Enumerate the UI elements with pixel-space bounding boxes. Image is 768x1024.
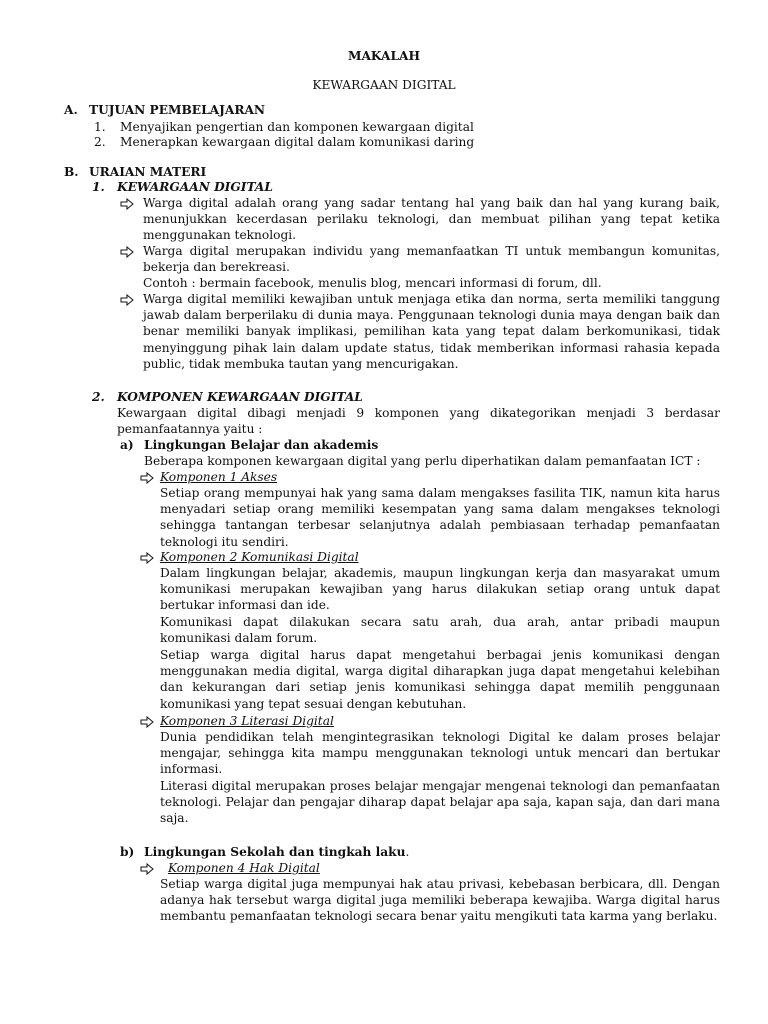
part-2-number: 2.: [92, 390, 105, 404]
group-a-title: Lingkungan Belajar dan akademis: [144, 438, 379, 452]
arrow-bullet-icon: [140, 863, 154, 875]
group-b-title: Lingkungan Sekolah dan tingkah laku: [144, 845, 406, 859]
component-paragraph: Komunikasi dapat dilakukan secara satu arah, dua arah, antar pribadi maupun komunikasi dalam forum.: [160, 615, 720, 646]
group-b-label: b): [120, 845, 135, 859]
bullet-paragraph: Warga digital merupakan individu yang memanfaatkan TI untuk membangun komunitas, bekerja dan berekreasi.: [143, 244, 720, 275]
group-a-heading: [120, 437, 378, 453]
component-paragraph: Setiap orang mempunyai hak yang sama dalam mengakses fasilita TIK, namun kita harus menyadari setiap orang memiliki kesempatan yang sama dalam mengakses teknologi sehingga tantangan terbesar selanjutnya adalah pembiasaan terhadap pemanfaatan teknologi itu sendiri.: [160, 486, 720, 549]
objective-item: [94, 134, 474, 150]
part-1-title: KEWARGAAN DIGITAL: [117, 180, 273, 194]
part-1-number: 1.: [92, 180, 105, 194]
component-paragraph: Dunia pendidikan telah mengintegrasikan teknologi Digital ke dalam proses belajar mengajar, sehingga kita mampu menggunakan teknologi untuk mencari dan bertukar informasi.: [160, 730, 720, 777]
section-b-heading: [64, 164, 206, 180]
part-2-title: KOMPONEN KEWARGAAN DIGITAL: [117, 390, 363, 404]
section-b-label: B.: [64, 165, 79, 179]
arrow-bullet-icon: [120, 246, 134, 258]
bullet-paragraph: Warga digital memiliki kewajiban untuk menjaga etika dan norma, serta memiliki tanggung jawab dalam berperilaku di dunia maya. Penggunaan teknologi dunia maya dengan baik dan benar memiliki banyak implikasi, pemilihan kata yang tepat dalam berkomunikasi, tidak menyinggung pihak lain dalam update status, tidak memberikan informasi rahasia kepada public, tidak membuka tautan yang mencurigakan.: [143, 292, 720, 371]
section-a-heading: [64, 102, 265, 118]
component-paragraph: Setiap warga digital juga mempunyai hak atau privasi, kebebasan berbicara, dll. Dengan adanya hak tersebut warga digital juga memiliki beberapa kewajiba. Warga digital harus membantu pemanfaatan teknologi secara benar yaitu mengikuti tata karma yang berlaku.: [160, 877, 720, 924]
doc-subtitle: KEWARGAAN DIGITAL: [312, 78, 456, 92]
objective-text: Menyajikan pengertian dan komponen kewargaan digital: [120, 120, 474, 134]
component-1-title: Komponen 1 Akses: [160, 470, 278, 484]
objective-item: [94, 119, 474, 135]
arrow-bullet-icon: [120, 198, 134, 210]
component-paragraph: Literasi digital merupakan proses belajar mengajar mengenai teknologi dan pemanfaatan teknologi. Pelajar dan pengajar diharap dapat belajar apa saja, kapan saja, dan dari mana saja.: [160, 779, 720, 826]
component-paragraph: Dalam lingkungan belajar, akademis, maupun lingkungan kerja dan masyarakat umum komunikasi merupakan kewajiban yang harus dilakukan setiap orang untuk dapat bertukar informasi dan ide.: [160, 566, 720, 613]
group-b-title-period: .: [405, 845, 410, 859]
section-a-title: TUJUAN PEMBELAJARAN: [89, 103, 266, 117]
section-a-label: A.: [64, 103, 78, 117]
part-2-intro: Kewargaan digital dibagi menjadi 9 komponen yang dikategorikan menjadi 3 berdasar pemanfaatannya yaitu :: [117, 406, 720, 437]
arrow-bullet-icon: [120, 294, 134, 306]
component-2-title: Komponen 2 Komunikasi Digital: [160, 550, 359, 564]
component-3-title: Komponen 3 Literasi Digital: [160, 714, 334, 728]
group-a-intro: Beberapa komponen kewargaan digital yang perlu diperhatikan dalam pemanfaatan ICT :: [144, 454, 701, 468]
arrow-bullet-icon: [140, 716, 154, 728]
arrow-bullet-icon: [140, 552, 154, 564]
component-paragraph: Setiap warga digital harus dapat mengetahui berbagai jenis komunikasi dengan menggunakan media digital, warga digital diharapkan juga dapat mengetahui kelebihan dan kekurangan dari setiap jenis komunikasi sehingga dapat memilih penggunaan komunikasi yang tepat sesuai dengan kebutuhan.: [160, 648, 720, 711]
section-b-title: URAIAN MATERI: [89, 165, 207, 179]
group-a-label: a): [120, 438, 134, 452]
bullet-paragraph: Warga digital adalah orang yang sadar tentang hal yang baik dan hal yang kurang baik, menunjukkan kecerdasan perilaku teknologi, dan membuat pilihan yang tepat ketika menggunakan teknologi.: [143, 196, 720, 243]
part-2-heading: [92, 389, 363, 405]
component-4-title: Komponen 4 Hak Digital: [168, 861, 320, 875]
objective-number: 2.: [94, 135, 106, 149]
objective-number: 1.: [94, 120, 106, 134]
doc-title: MAKALAH: [347, 49, 421, 63]
group-b-heading: [120, 844, 409, 860]
objective-text: Menerapkan kewargaan digital dalam komunikasi daring: [120, 135, 475, 149]
part-1-heading: [92, 179, 273, 195]
arrow-bullet-icon: [140, 472, 154, 484]
example-line: Contoh : bermain facebook, menulis blog, mencari informasi di forum, dll.: [143, 276, 602, 290]
